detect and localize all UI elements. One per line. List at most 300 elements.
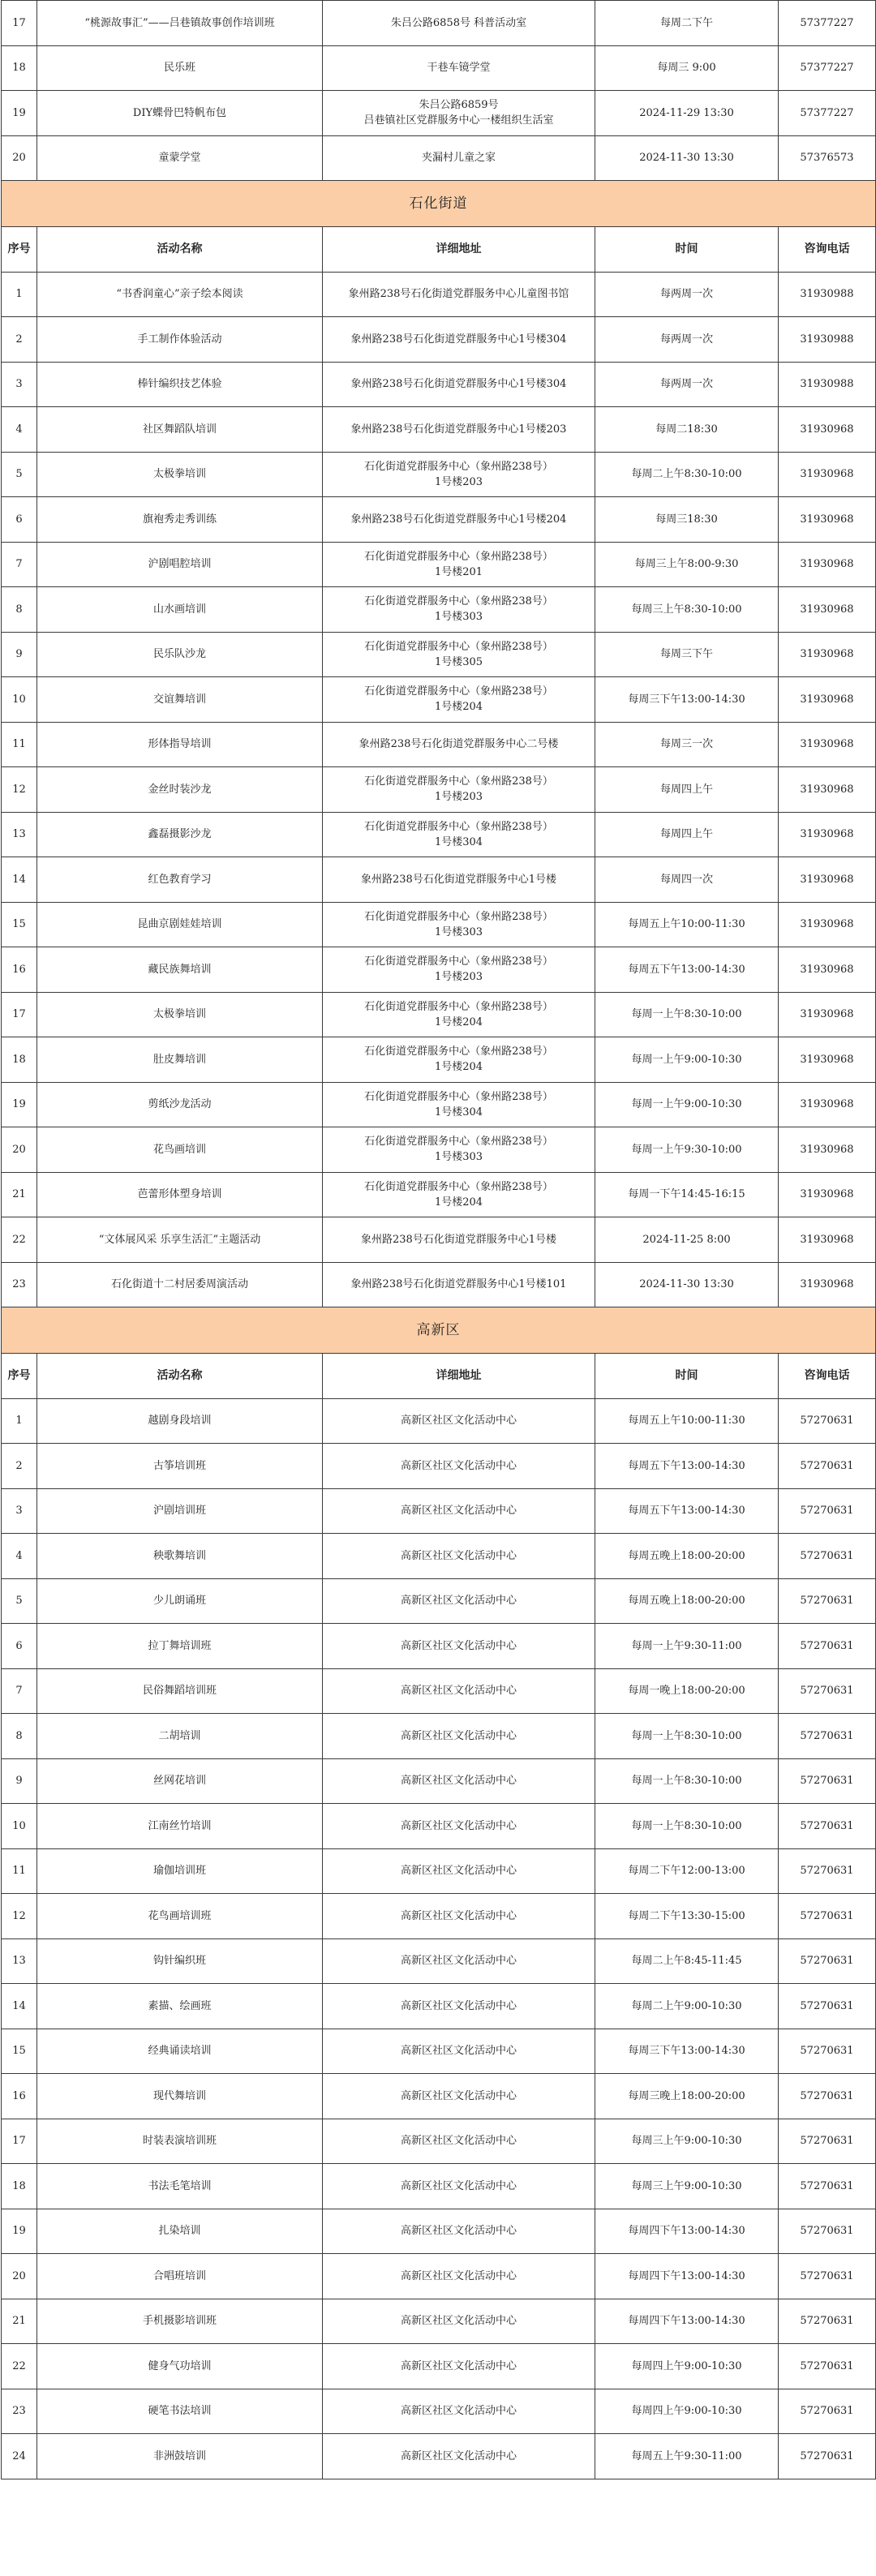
time-cell: 每周四上午 [595, 812, 779, 857]
address-cell [323, 407, 595, 453]
phone-cell: 57270631 [779, 2299, 876, 2344]
address-line: 高新区社区文化活动中心 [400, 2089, 517, 2102]
time-cell: 每周一上午9:30-11:00 [595, 1624, 779, 1669]
activity-name-cell: 形体指导培训 [37, 722, 323, 767]
table-row [2, 1082, 876, 1127]
phone-cell: 57270631 [779, 1848, 876, 1894]
table-row [2, 2434, 876, 2479]
activity-name-cell: 肚皮舞培训 [37, 1037, 323, 1083]
address-line: 石化街道党群服务中心（象州路238号） [364, 1180, 553, 1193]
address-line: 象州路238号石化街道党群服务中心1号楼 [360, 1233, 557, 1246]
address-cell [323, 1127, 595, 1173]
time-cell: 每周二18:30 [595, 407, 779, 453]
phone-cell: 31930968 [779, 1037, 876, 1083]
activity-name-cell: 手机摄影培训班 [37, 2299, 323, 2344]
serial-number-cell: 7 [2, 1668, 37, 1714]
serial-number-cell: 3 [2, 362, 37, 407]
activity-name-cell: 山水画培训 [37, 587, 323, 633]
activity-name-cell: 金丝时装沙龙 [37, 767, 323, 813]
activity-name-cell: DIY蝶骨巴特帆布包 [37, 91, 323, 136]
address-cell [323, 317, 595, 363]
header-address: 详细地址 [323, 227, 595, 273]
address-line: 1号楼203 [434, 971, 483, 984]
address-cell [323, 1984, 595, 2029]
address-cell [323, 2074, 595, 2119]
address-line: 1号楼204 [434, 1061, 483, 1074]
serial-number-cell: 7 [2, 542, 37, 587]
serial-number-cell: 6 [2, 1624, 37, 1669]
time-cell: 每周三上午8:00-9:30 [595, 542, 779, 587]
serial-number-cell: 8 [2, 587, 37, 633]
serial-number-cell: 12 [2, 767, 37, 813]
table-row [2, 1984, 876, 2029]
serial-number-cell: 15 [2, 2029, 37, 2074]
address-cell [323, 587, 595, 633]
phone-cell: 57270631 [779, 1578, 876, 1624]
activity-name-cell: 二胡培训 [37, 1714, 323, 1759]
address-line: 石化街道党群服务中心（象州路238号） [364, 550, 553, 563]
table-row [2, 2119, 876, 2164]
time-cell: 每周一上午9:00-10:30 [595, 1082, 779, 1127]
serial-number-cell: 1 [2, 272, 37, 317]
phone-cell: 57270631 [779, 1398, 876, 1444]
phone-cell: 31930968 [779, 812, 876, 857]
table-row [2, 1262, 876, 1307]
activity-name-cell: 素描、绘画班 [37, 1984, 323, 2029]
serial-number-cell: 5 [2, 452, 37, 497]
activity-name-cell: 钩针编织班 [37, 1938, 323, 1984]
phone-cell: 57270631 [779, 1668, 876, 1714]
serial-number-cell: 19 [2, 2209, 37, 2254]
table-row [2, 2074, 876, 2119]
table-row [2, 587, 876, 633]
phone-cell: 57376573 [779, 135, 876, 181]
activity-name-cell: “文体展风采 乐享生活汇”主题活动 [37, 1217, 323, 1263]
address-line: 象州路238号石化街道党群服务中心1号楼304 [350, 333, 567, 346]
serial-number-cell: 17 [2, 1, 37, 46]
phone-cell: 57270631 [779, 1488, 876, 1534]
table-row [2, 1444, 876, 1489]
serial-number-cell: 14 [2, 1984, 37, 2029]
address-line: 1号楼201 [434, 565, 483, 578]
time-cell: 每周三晚上18:00-20:00 [595, 2074, 779, 2119]
address-line: 石化街道党群服务中心（象州路238号） [364, 820, 553, 833]
serial-number-cell: 10 [2, 677, 37, 723]
address-line: 高新区社区文化活动中心 [400, 1549, 517, 1562]
table-row [2, 857, 876, 903]
serial-number-cell: 18 [2, 2164, 37, 2209]
section-title: 高新区 [2, 1307, 876, 1354]
time-cell: 每周三下午13:00-14:30 [595, 677, 779, 723]
table-row [2, 1894, 876, 1939]
address-cell [323, 1804, 595, 1849]
serial-number-cell: 21 [2, 1172, 37, 1217]
phone-cell: 31930968 [779, 947, 876, 993]
address-line: 高新区社区文化活动中心 [400, 2449, 517, 2462]
activity-name-cell: 石化街道十二村居委周演活动 [37, 1262, 323, 1307]
activity-name-cell: 芭蕾形体塑身培训 [37, 1172, 323, 1217]
serial-number-cell: 16 [2, 2074, 37, 2119]
phone-cell: 57270631 [779, 2029, 876, 2074]
time-cell: 每周三 9:00 [595, 45, 779, 91]
activity-name-cell: 江南丝竹培训 [37, 1804, 323, 1849]
table-row [2, 272, 876, 317]
address-cell [323, 1668, 595, 1714]
address-line: 象州路238号石化街道党群服务中心1号楼304 [350, 378, 567, 391]
address-cell [323, 1082, 595, 1127]
table-row [2, 767, 876, 813]
table-row [2, 407, 876, 453]
phone-cell: 57270631 [779, 1534, 876, 1579]
table-row [2, 135, 876, 181]
address-line: 石化街道党群服务中心（象州路238号） [364, 1090, 553, 1103]
time-cell: 每周三下午 [595, 632, 779, 677]
phone-cell: 57377227 [779, 45, 876, 91]
activity-name-cell: 棒针编织技艺体验 [37, 362, 323, 407]
address-cell [323, 272, 595, 317]
header-activity-name: 活动名称 [37, 1354, 323, 1399]
activity-name-cell: 沪剧培训班 [37, 1488, 323, 1534]
time-cell: 每两周一次 [595, 317, 779, 363]
phone-cell: 57270631 [779, 2119, 876, 2164]
table-row [2, 2029, 876, 2074]
table-row [2, 2209, 876, 2254]
table-row [2, 1804, 876, 1849]
address-line: 高新区社区文化活动中心 [400, 2135, 517, 2148]
address-cell [323, 1262, 595, 1307]
activity-name-cell: 古筝培训班 [37, 1444, 323, 1489]
serial-number-cell: 10 [2, 1804, 37, 1849]
phone-cell: 57270631 [779, 2344, 876, 2389]
serial-number-cell: 8 [2, 1714, 37, 1759]
time-cell: 每周五下午13:00-14:30 [595, 1488, 779, 1534]
serial-number-cell: 22 [2, 1217, 37, 1263]
activity-name-cell: 非洲鼓培训 [37, 2434, 323, 2479]
address-line: 象州路238号石化街道党群服务中心二号楼 [359, 738, 559, 751]
serial-number-cell: 14 [2, 857, 37, 903]
activity-name-cell: 社区舞蹈队培训 [37, 407, 323, 453]
address-line: 高新区社区文化活动中心 [400, 1685, 517, 1698]
section-title-row [2, 181, 876, 227]
address-line: 高新区社区文化活动中心 [400, 1639, 517, 1652]
activity-name-cell: 经典诵读培训 [37, 2029, 323, 2074]
table-row [2, 1714, 876, 1759]
address-line: 高新区社区文化活动中心 [400, 2045, 517, 2058]
address-line: 象州路238号石化街道党群服务中心1号楼204 [350, 513, 567, 526]
address-cell [323, 1534, 595, 1579]
phone-cell: 57270631 [779, 2074, 876, 2119]
address-cell [323, 2299, 595, 2344]
phone-cell: 31930968 [779, 587, 876, 633]
phone-cell: 57377227 [779, 1, 876, 46]
address-line: 石化街道党群服务中心（象州路238号） [364, 685, 553, 698]
phone-cell: 31930968 [779, 1127, 876, 1173]
table-row [2, 2389, 876, 2434]
address-line: 高新区社区文化活动中心 [400, 2269, 517, 2282]
time-cell: 每周四一次 [595, 857, 779, 903]
phone-cell: 57270631 [779, 1624, 876, 1669]
serial-number-cell: 4 [2, 1534, 37, 1579]
address-line: 象州路238号石化街道党群服务中心1号楼101 [350, 1278, 567, 1291]
table-row [2, 1, 876, 46]
time-cell: 每周一上午9:30-10:00 [595, 1127, 779, 1173]
address-cell [323, 947, 595, 993]
phone-cell: 31930968 [779, 857, 876, 903]
activity-name-cell: 沪剧唱腔培训 [37, 542, 323, 587]
phone-cell: 57270631 [779, 1444, 876, 1489]
phone-cell: 31930968 [779, 902, 876, 947]
phone-cell: 31930968 [779, 407, 876, 453]
address-line: 高新区社区文化活动中心 [400, 2315, 517, 2328]
activity-name-cell: 鑫磊摄影沙龙 [37, 812, 323, 857]
address-cell [323, 1217, 595, 1263]
serial-number-cell: 23 [2, 1262, 37, 1307]
phone-cell: 57270631 [779, 1938, 876, 1984]
phone-cell: 57270631 [779, 1894, 876, 1939]
activity-name-cell: 昆曲京剧娃娃培训 [37, 902, 323, 947]
address-line: 1号楼305 [434, 655, 483, 668]
address-cell [323, 902, 595, 947]
table-row [2, 722, 876, 767]
table-row [2, 677, 876, 723]
table-row [2, 317, 876, 363]
time-cell: 每周三上午8:30-10:00 [595, 587, 779, 633]
address-line: 高新区社区文化活动中心 [400, 1865, 517, 1878]
table-row [2, 497, 876, 543]
activity-name-cell: 花鸟画培训班 [37, 1894, 323, 1939]
activity-name-cell: 秧歌舞培训 [37, 1534, 323, 1579]
header-time: 时间 [595, 227, 779, 273]
activity-schedule-table [1, 0, 876, 2479]
time-cell: 每周三18:30 [595, 497, 779, 543]
serial-number-cell: 2 [2, 317, 37, 363]
time-cell: 2024-11-30 13:30 [595, 135, 779, 181]
serial-number-cell: 17 [2, 992, 37, 1037]
time-cell: 每周三一次 [595, 722, 779, 767]
phone-cell: 31930968 [779, 677, 876, 723]
activity-name-cell: 丝网花培训 [37, 1758, 323, 1804]
phone-cell: 57377227 [779, 91, 876, 136]
time-cell: 每周二上午8:45-11:45 [595, 1938, 779, 1984]
address-line: 石化街道党群服务中心（象州路238号） [364, 955, 553, 968]
address-line: 象州路238号石化街道党群服务中心1号楼 [360, 873, 557, 886]
table-row [2, 2254, 876, 2299]
address-line: 高新区社区文化活动中心 [400, 1955, 517, 1968]
time-cell: 每周一上午8:30-10:00 [595, 1714, 779, 1759]
table-row [2, 1578, 876, 1624]
address-line: 1号楼304 [434, 1106, 483, 1118]
table-row [2, 902, 876, 947]
address-cell [323, 542, 595, 587]
activity-name-cell: 藏民族舞培训 [37, 947, 323, 993]
activity-name-cell: 红色教育学习 [37, 857, 323, 903]
time-cell: 每周五晚上18:00-20:00 [595, 1578, 779, 1624]
address-line: 朱吕公路6859号 [419, 99, 499, 112]
address-cell [323, 812, 595, 857]
phone-cell: 57270631 [779, 1758, 876, 1804]
header-time: 时间 [595, 1354, 779, 1399]
serial-number-cell: 23 [2, 2389, 37, 2434]
activity-name-cell: 时装表演培训班 [37, 2119, 323, 2164]
activity-name-cell: 旗袍秀走秀训练 [37, 497, 323, 543]
address-line: 1号楼204 [434, 701, 483, 714]
serial-number-cell: 21 [2, 2299, 37, 2344]
address-cell [323, 767, 595, 813]
phone-cell: 57270631 [779, 1984, 876, 2029]
table-row [2, 1127, 876, 1173]
time-cell: 每周五上午9:30-11:00 [595, 2434, 779, 2479]
serial-number-cell: 9 [2, 632, 37, 677]
section-title-row [2, 1307, 876, 1354]
address-cell [323, 1714, 595, 1759]
activity-name-cell: 合唱班培训 [37, 2254, 323, 2299]
address-cell [323, 2434, 595, 2479]
serial-number-cell: 4 [2, 407, 37, 453]
phone-cell: 31930968 [779, 1217, 876, 1263]
table-row [2, 812, 876, 857]
serial-number-cell: 20 [2, 135, 37, 181]
address-line: 象州路238号石化街道党群服务中心儿童图书馆 [348, 288, 569, 301]
phone-cell: 31930988 [779, 272, 876, 317]
phone-cell: 57270631 [779, 1804, 876, 1849]
phone-cell: 31930988 [779, 362, 876, 407]
header-address: 详细地址 [323, 1354, 595, 1399]
serial-number-cell: 18 [2, 45, 37, 91]
activity-name-cell: 健身气功培训 [37, 2344, 323, 2389]
time-cell: 每周四上午9:00-10:30 [595, 2344, 779, 2389]
serial-number-cell: 16 [2, 947, 37, 993]
time-cell: 每周四下午13:00-14:30 [595, 2209, 779, 2254]
time-cell: 每周五下午13:00-14:30 [595, 947, 779, 993]
activity-name-cell: 童蒙学堂 [37, 135, 323, 181]
phone-cell: 31930968 [779, 542, 876, 587]
time-cell: 每周二上午9:00-10:30 [595, 1984, 779, 2029]
column-header-row [2, 227, 876, 273]
address-line: 1号楼203 [434, 791, 483, 804]
activity-name-cell: 花鸟画培训 [37, 1127, 323, 1173]
address-cell [323, 135, 595, 181]
phone-cell: 57270631 [779, 2389, 876, 2434]
phone-cell: 31930968 [779, 1262, 876, 1307]
address-cell [323, 2389, 595, 2434]
address-line: 石化街道党群服务中心（象州路238号） [364, 775, 553, 788]
address-cell [323, 1, 595, 46]
time-cell: 每周二下午12:00-13:00 [595, 1848, 779, 1894]
table-row [2, 1217, 876, 1263]
activity-name-cell: 瑜伽培训班 [37, 1848, 323, 1894]
serial-number-cell: 11 [2, 1848, 37, 1894]
address-cell [323, 2164, 595, 2209]
address-cell [323, 1894, 595, 1939]
address-line: 高新区社区文化活动中心 [400, 1909, 517, 1922]
address-cell [323, 1172, 595, 1217]
serial-number-cell: 24 [2, 2434, 37, 2479]
phone-cell: 31930968 [779, 722, 876, 767]
header-phone: 咨询电话 [779, 227, 876, 273]
address-line: 石化街道党群服务中心（象州路238号） [364, 640, 553, 653]
address-line: 高新区社区文化活动中心 [400, 2225, 517, 2238]
activity-name-cell: 民俗舞蹈培训班 [37, 1668, 323, 1714]
address-cell [323, 992, 595, 1037]
serial-number-cell: 13 [2, 1938, 37, 1984]
address-line: 干巷车镜学堂 [427, 62, 491, 75]
address-cell [323, 1398, 595, 1444]
address-cell [323, 452, 595, 497]
table-row [2, 1534, 876, 1579]
phone-cell: 57270631 [779, 2164, 876, 2209]
activity-name-cell: 手工制作体验活动 [37, 317, 323, 363]
time-cell: 每周二下午13:30-15:00 [595, 1894, 779, 1939]
address-line: 高新区社区文化活动中心 [400, 1999, 517, 2012]
activity-name-cell: 书法毛笔培训 [37, 2164, 323, 2209]
activity-name-cell: 民乐班 [37, 45, 323, 91]
address-cell [323, 91, 595, 136]
time-cell: 每周五下午13:00-14:30 [595, 1444, 779, 1489]
address-line: 1号楼204 [434, 1196, 483, 1209]
address-cell [323, 632, 595, 677]
table-row [2, 1848, 876, 1894]
time-cell: 每两周一次 [595, 362, 779, 407]
address-line: 朱吕公路6858号 科普活动室 [390, 16, 527, 29]
address-line: 高新区社区文化活动中心 [400, 1729, 517, 1742]
address-cell [323, 2119, 595, 2164]
address-cell [323, 2029, 595, 2074]
table-row [2, 992, 876, 1037]
phone-cell: 57270631 [779, 1714, 876, 1759]
address-cell [323, 2344, 595, 2389]
phone-cell: 31930988 [779, 317, 876, 363]
table-row [2, 1398, 876, 1444]
table-row [2, 1037, 876, 1083]
activity-name-cell: 少儿朗诵班 [37, 1578, 323, 1624]
activity-name-cell: 民乐队沙龙 [37, 632, 323, 677]
time-cell: 每周三下午13:00-14:30 [595, 2029, 779, 2074]
activity-name-cell: “书香润童心”亲子绘本阅读 [37, 272, 323, 317]
address-line: 1号楼203 [434, 475, 483, 488]
address-line: 1号楼304 [434, 835, 483, 848]
address-cell [323, 1624, 595, 1669]
phone-cell: 31930968 [779, 767, 876, 813]
time-cell: 2024-11-29 13:30 [595, 91, 779, 136]
activity-name-cell: 太极拳培训 [37, 452, 323, 497]
address-cell [323, 1938, 595, 1984]
activity-name-cell: 硬笔书法培训 [37, 2389, 323, 2434]
table-row [2, 2299, 876, 2344]
table-row [2, 1488, 876, 1534]
address-cell [323, 1758, 595, 1804]
time-cell: 每周四下午13:00-14:30 [595, 2299, 779, 2344]
serial-number-cell: 2 [2, 1444, 37, 1489]
phone-cell: 57270631 [779, 2209, 876, 2254]
address-line: 高新区社区文化活动中心 [400, 1459, 517, 1472]
address-line: 吕巷镇社区党群服务中心一楼组织生活室 [363, 114, 554, 127]
address-cell [323, 857, 595, 903]
serial-number-cell: 19 [2, 1082, 37, 1127]
time-cell: 每周四下午13:00-14:30 [595, 2254, 779, 2299]
table-row [2, 947, 876, 993]
table-row [2, 1758, 876, 1804]
time-cell: 每周三上午9:00-10:30 [595, 2119, 779, 2164]
phone-cell: 57270631 [779, 2254, 876, 2299]
address-line: 1号楼303 [434, 925, 483, 938]
address-line: 石化街道党群服务中心（象州路238号） [364, 1045, 553, 1058]
address-line: 1号楼303 [434, 1151, 483, 1164]
header-serial-number: 序号 [2, 1354, 37, 1399]
header-serial-number: 序号 [2, 227, 37, 273]
activity-name-cell: 越剧身段培训 [37, 1398, 323, 1444]
serial-number-cell: 13 [2, 812, 37, 857]
address-cell [323, 2254, 595, 2299]
